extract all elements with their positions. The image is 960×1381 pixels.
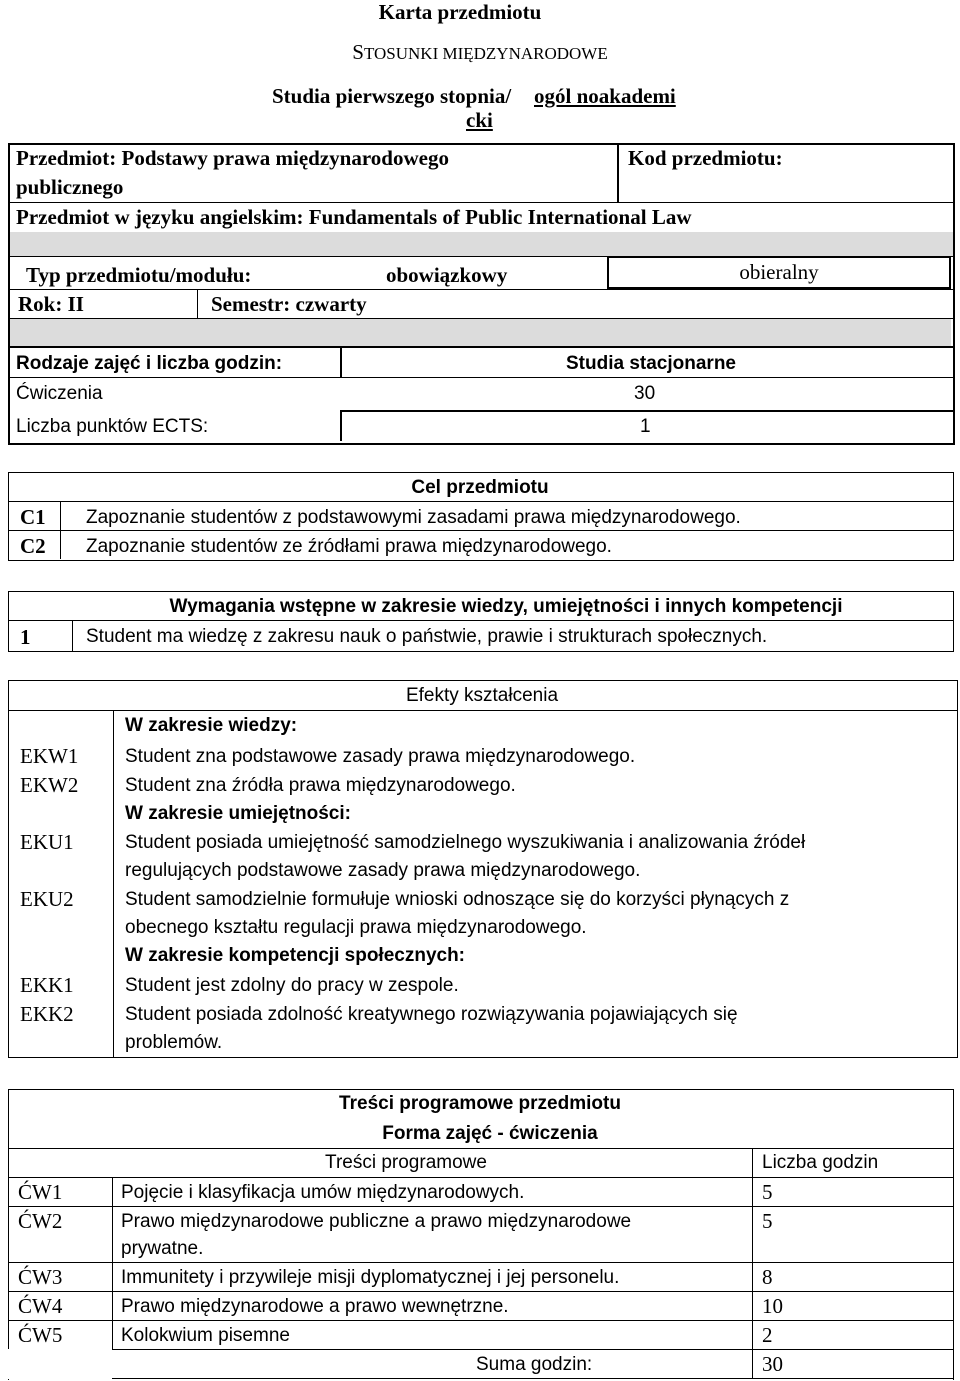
course-english-name: Przedmiot w języku angielskim: Fundamentals of Public International Law xyxy=(16,205,692,229)
outcome-code: EKW1 xyxy=(20,744,79,768)
program-topic-cont: prywatne. xyxy=(121,1238,204,1259)
program-topic: Kolokwium pisemne xyxy=(121,1325,290,1346)
divider xyxy=(72,620,73,651)
divider xyxy=(8,530,954,531)
skills-header: W zakresie umiejętności: xyxy=(125,803,351,824)
cell-mask xyxy=(8,1349,112,1379)
course-name-label-cont: publicznego xyxy=(16,175,124,199)
program-code: ĆW3 xyxy=(18,1265,63,1289)
program-hours: 5 xyxy=(762,1209,773,1233)
divider xyxy=(112,1177,113,1350)
type-value: obowiązkowy xyxy=(386,263,508,287)
divider xyxy=(113,710,114,1057)
divider xyxy=(8,289,953,290)
hours-header-label: Rodzaje zajęć i liczba godzin: xyxy=(16,353,283,374)
course-code-label: Kod przedmiotu: xyxy=(628,146,783,170)
semester-label: Semestr: czwarty xyxy=(211,292,367,316)
sum-value: 30 xyxy=(762,1352,783,1376)
outcome-code: EKW2 xyxy=(20,773,79,797)
program-topic: Immunitety i przywileje misji dyplomatycznej i jej personelu. xyxy=(121,1267,620,1288)
goal-text: Zapoznanie studentów ze źródłami prawa międzynarodowego. xyxy=(86,536,612,557)
class-hours: 30 xyxy=(634,383,656,404)
goal-code: C2 xyxy=(20,534,46,558)
divider xyxy=(8,710,958,711)
divider xyxy=(8,501,954,502)
goal-text: Zapoznanie studentów z podstawowymi zasadami prawa międzynarodowego. xyxy=(86,507,741,528)
divider xyxy=(60,501,61,559)
program-hours: 8 xyxy=(762,1265,773,1289)
program-topic: Pojęcie i klasyfikacja umów międzynarodowych. xyxy=(121,1182,525,1203)
program-col-content: Treści programowe xyxy=(325,1152,487,1173)
outcome-code: EKK1 xyxy=(20,973,74,997)
divider xyxy=(8,1177,954,1178)
type-other-value: obieralny xyxy=(739,260,819,284)
outcome-text: problemów. xyxy=(125,1032,223,1053)
program-code: ĆW4 xyxy=(18,1294,63,1318)
outcome-text: regulujących podstawowe zasady prawa międzynarodowego. xyxy=(125,860,641,881)
outcome-text: Student posiada umiejętność samodzielnego wyszukiwania i analizowania źródeł xyxy=(125,832,806,853)
program-code: ĆW2 xyxy=(18,1209,63,1233)
program-hours: 10 xyxy=(762,1294,783,1318)
divider xyxy=(340,410,953,412)
divider xyxy=(617,143,619,203)
social-header: W zakresie kompetencji społecznych: xyxy=(125,945,466,966)
program-col-hours: Liczba godzin xyxy=(762,1152,879,1173)
document-title: Karta przedmiotu xyxy=(378,0,542,24)
outcome-text: Student samodzielnie formułuje wnioski odnoszące się do korzyści płynących z xyxy=(125,889,790,910)
prereq-title: Wymagania wstępne w zakresie wiedzy, umiejętności i innych kompetencji xyxy=(169,596,843,617)
program-hours: 2 xyxy=(762,1323,773,1347)
program-code: ĆW1 xyxy=(18,1180,63,1204)
outcome-text: Student zna źródła prawa międzynarodowego. xyxy=(125,775,516,796)
outcome-code: EKU1 xyxy=(20,830,74,854)
course-name-label: Przedmiot: Podstawy prawa międzynarodowego xyxy=(16,146,449,170)
major-name xyxy=(0,40,960,66)
program-topic: Prawo międzynarodowe publiczne a prawo międzynarodowe xyxy=(121,1211,632,1232)
divider xyxy=(8,1378,954,1379)
study-profile-line2: cki xyxy=(466,108,493,132)
major-rest: TOSUNKI MIĘDZYNARODOWE xyxy=(363,44,608,63)
study-level: Studia pierwszego stopnia/ xyxy=(272,84,512,108)
divider xyxy=(8,1148,954,1149)
program-topic: Prawo międzynarodowe a prawo wewnętrzne. xyxy=(121,1296,509,1317)
divider xyxy=(8,377,953,378)
goals-title: Cel przedmiotu xyxy=(411,477,549,498)
program-form: Forma zajęć - ćwiczenia xyxy=(382,1123,598,1144)
divider xyxy=(8,1262,954,1263)
ects-label: Liczba punktów ECTS: xyxy=(16,416,209,437)
type-label: Typ przedmiotu/modułu: xyxy=(26,263,252,287)
study-profile-line1: ogól noakademi xyxy=(534,84,676,108)
divider xyxy=(8,1291,954,1292)
sum-label: Suma godzin: xyxy=(476,1354,593,1375)
outcome-text: Student posiada zdolność kreatywnego rozwiązywania pojawiających się xyxy=(125,1004,738,1025)
prereq-text: Student ma wiedzę z zakresu nauk o państwie, prawie i strukturach społecznych. xyxy=(86,626,768,647)
program-title: Treści programowe przedmiotu xyxy=(339,1093,621,1114)
program-code: ĆW5 xyxy=(18,1323,63,1347)
divider xyxy=(197,289,198,318)
prereq-code: 1 xyxy=(20,625,31,649)
knowledge-header: W zakresie wiedzy: xyxy=(125,715,298,736)
outcome-code: EKU2 xyxy=(20,887,74,911)
class-type: Ćwiczenia xyxy=(16,383,103,404)
divider xyxy=(8,1320,954,1321)
ects-value: 1 xyxy=(640,416,651,437)
outcome-text: obecnego kształtu regulacji prawa międzynarodowego. xyxy=(125,917,587,938)
divider xyxy=(8,620,954,621)
divider xyxy=(8,1349,954,1350)
outcomes-title: Efekty kształcenia xyxy=(405,685,559,706)
shaded-row xyxy=(10,319,951,346)
outcome-text: Student zna podstawowe zasady prawa międzynarodowego. xyxy=(125,746,636,767)
outcome-text: Student jest zdolny do pracy w zespole. xyxy=(125,975,459,996)
divider xyxy=(340,410,342,441)
divider xyxy=(8,1206,954,1207)
divider xyxy=(752,1148,753,1379)
goal-code: C1 xyxy=(20,505,46,529)
major-first-letter: S xyxy=(352,40,364,64)
hours-column-header: Studia stacjonarne xyxy=(566,353,736,374)
year-label: Rok: II xyxy=(18,292,84,316)
outcome-code: EKK2 xyxy=(20,1002,74,1026)
program-hours: 5 xyxy=(762,1180,773,1204)
divider xyxy=(340,346,342,377)
divider xyxy=(8,202,953,203)
